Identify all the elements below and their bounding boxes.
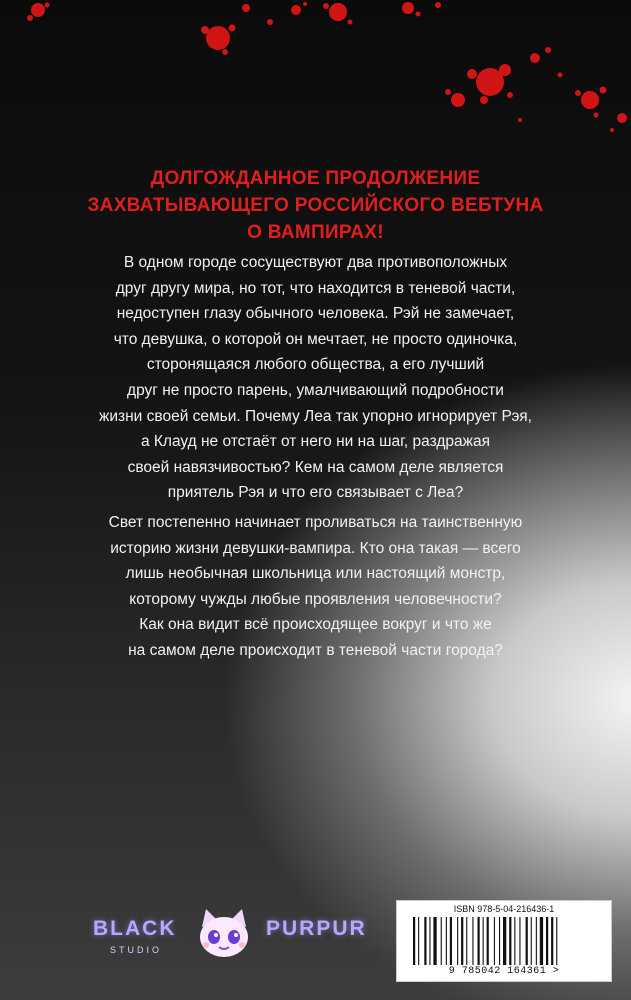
blood-splatter-decoration xyxy=(0,0,631,140)
text-line: Как она видит всё происходящее вокруг и что же xyxy=(139,616,492,634)
isbn-barcode xyxy=(396,900,612,982)
barcode-bar xyxy=(531,917,532,965)
barcode-bar xyxy=(514,917,515,965)
text-line: жизни своей семьи. Почему Леа так упорно игнорирует Рэя, xyxy=(98,407,532,425)
text-line: приятель Рэя и что его связывает с Леа? xyxy=(167,484,464,502)
headline xyxy=(40,165,591,246)
barcode-bar xyxy=(478,917,480,965)
headline-line: ЗАХВАТЫВАЮЩЕГО РОССИЙСКОГО ВЕБТУНА xyxy=(87,195,544,216)
text-line: друг не просто парень, умалчивающий подробности xyxy=(127,381,504,399)
barcode-bar xyxy=(413,917,415,965)
barcode-bar xyxy=(499,917,500,965)
logo-subtitle: STUDIO xyxy=(110,945,163,955)
barcode-bar xyxy=(536,917,537,965)
barcode-bars xyxy=(407,917,601,967)
barcode-bar xyxy=(556,917,557,965)
text-line: которому чужды любые проявления человечности? xyxy=(129,590,502,608)
headline-line: О ВАМПИРАХ! xyxy=(247,222,384,243)
text-line: В одном городе сосуществуют два противоположных xyxy=(123,254,508,271)
barcode-bar xyxy=(494,917,495,965)
publisher-logo xyxy=(90,905,380,965)
text-line: что девушка, о которой он мечтает, не просто одиночка, xyxy=(113,330,518,348)
barcode-bar xyxy=(441,917,442,965)
barcode-bar xyxy=(540,917,543,965)
barcode-bar xyxy=(509,917,511,965)
barcode-bar xyxy=(461,917,463,965)
cat-icon xyxy=(188,905,260,965)
barcode-bar xyxy=(551,917,553,965)
barcode-bar xyxy=(487,917,489,965)
barcode-bar xyxy=(424,917,426,965)
text-line: Свет постепенно начинает проливаться на таинственную xyxy=(108,514,523,531)
barcode-bar xyxy=(450,917,452,965)
synopsis-paragraph-2 xyxy=(60,510,571,664)
barcode-digits: 9 785042 164361 > xyxy=(448,966,560,977)
barcode-bar xyxy=(519,917,520,965)
barcode-bar xyxy=(446,917,447,965)
text-line: друг другу мира, но тот, что находится в теневой части, xyxy=(115,279,516,297)
barcode-bar xyxy=(457,917,458,965)
text-line: лишь необычная школьница или настоящий монстр, xyxy=(125,565,506,583)
text-line: недоступен глазу обычного человека. Рэй не замечает, xyxy=(116,305,515,323)
barcode-bar xyxy=(526,917,528,965)
barcode-bar xyxy=(483,917,484,965)
logo-word-right: PURPUR xyxy=(266,917,367,940)
barcode-bar xyxy=(546,917,548,965)
barcode-bar xyxy=(503,917,506,965)
headline-line: ДОЛГОЖДАННОЕ ПРОДОЛЖЕНИЕ xyxy=(150,168,481,189)
barcode-bar xyxy=(433,917,436,965)
text-line: а Клауд не отстаёт от него ни на шаг, раздражая xyxy=(140,433,491,451)
synopsis-paragraph-1 xyxy=(60,250,571,506)
logo-word-left: BLACK xyxy=(93,917,177,940)
text-line: сторонящаяся любого общества, а его лучший xyxy=(146,356,485,374)
isbn-number: ISBN 978-5-04-216436-1 xyxy=(453,904,555,914)
barcode-bar xyxy=(418,917,419,965)
text-line: на самом деле происходит в теневой части города? xyxy=(128,641,503,659)
barcode-bar xyxy=(429,917,430,965)
text-line: историю жизни девушки-вампира. Кто она такая — всего xyxy=(110,539,521,557)
text-line: своей навязчивостью? Кем на самом деле является xyxy=(127,458,504,476)
barcode-bar xyxy=(466,917,467,965)
barcode-bar xyxy=(472,917,473,965)
